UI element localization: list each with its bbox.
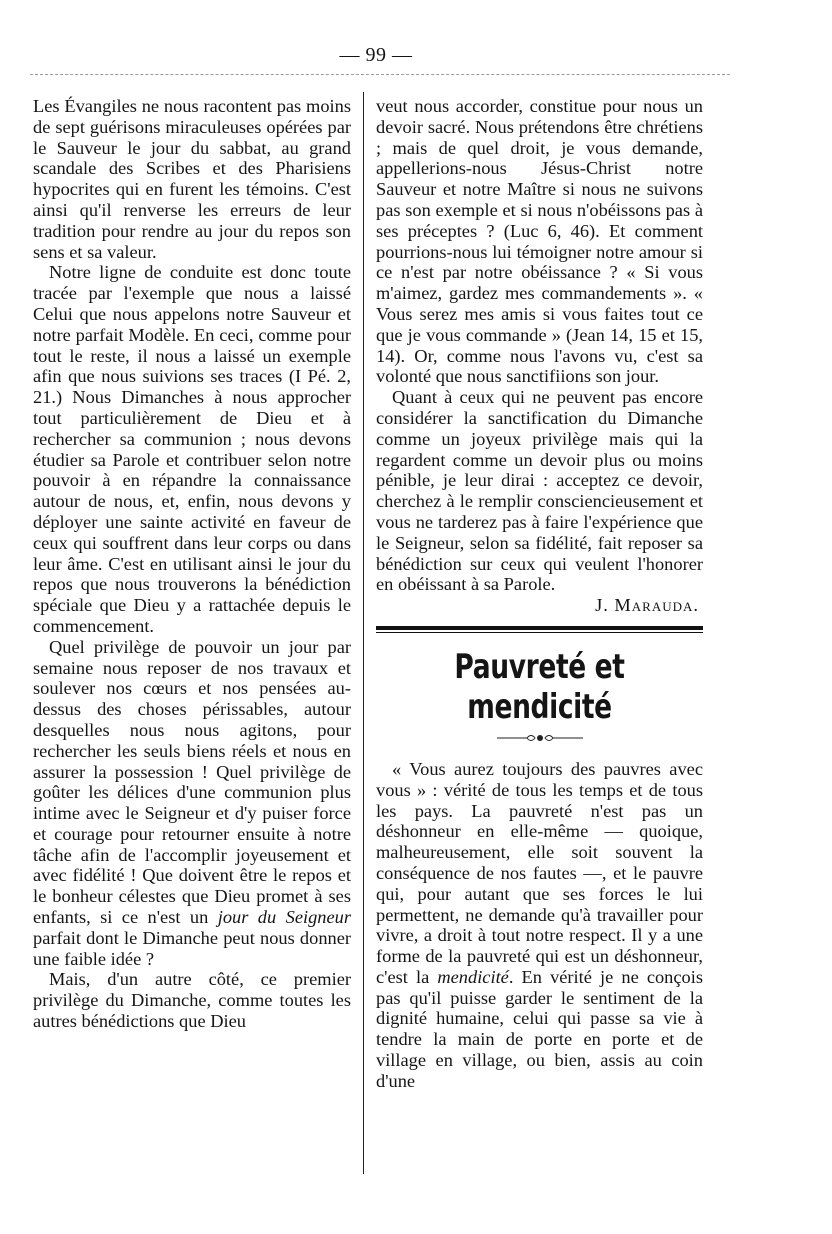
section-rule (376, 626, 703, 633)
right-column (376, 96, 703, 1092)
jour-du-seigneur-italic: jour du Seigneur (217, 907, 351, 928)
paragraph-right-2: Quant à ceux qui ne peuvent pas encore considérer la sanctification du Dimanche comme un joyeux privilège mais qui la regardent comme un devoir plus ou moins pénible, je leur dirai : acceptez ce devoir, cherchez à le remplir consciencieusement et vous ne tarderez pas à faire l'expérience que le Seigneur, selon sa fidélité, fait reposer sa bénédiction sur ceux qui veulent l'honorer en obéissant à sa Parole. (376, 387, 703, 595)
paragraph-left-2: Notre ligne de conduite est donc toute tracée par l'exemple que nous a laissé Celui que nous appelons notre Sauveur et notre parfait Modèle. En ceci, comme pour tout le reste, il nous a laissé un exemple afin que nous suivions ses traces (I Pé. 2, 21.) Nous Dimanches à nous approcher tout particulièrement de Dieu et à rechercher sa communion ; nous devons étudier sa Parole et contribuer selon notre pouvoir à en répandre la connaissance autour de nous, et, enfin, nous devons y déployer une sainte activité en faveur de ceux qui souffrent dans leur corps ou dans leur âme. C'est en utilisant ainsi le jour du repos que nous trouverons la bénédiction spéciale que Dieu y a rattachée depuis le commencement. (33, 262, 351, 636)
article-p1-head: « Vous aurez toujours des pauvres avec vous » : vérité de tous les temps et de tous les pays. La pauvreté n'est pas un déshonneur en elle-même — quoique, malheureusement, elle soit souvent la conséquence de nos fautes —, et le pauvre qui, pour autant que ses forces le lui permettent, ne demande qu'à travailler pour vivre, a droit à tout notre respect. Il y a une forme de la pauvreté qui est un déshonneur, c'est la (376, 758, 703, 987)
paragraph-left-1: Les Évangiles ne nous racontent pas moins de sept guérisons miraculeuses opérées par le Sauveur le jour du sabbat, au grand scandale des Scribes et des Pharisiens hypocrites qui en furent les témoins. C'est ainsi qu'il renverse les erreurs de leur tradition pour rendre au jour du repos son sens et sa valeur. (33, 96, 351, 262)
ornament-divider (495, 731, 585, 745)
article-paragraph-1 (376, 759, 703, 1092)
header-rule (30, 74, 730, 75)
paragraph-left-3-head: Quel privilège de pouvoir un jour par semaine nous reposer de nos travaux et soulever nos cœurs et nos pensées au-dessus des choses périssables, autour desquelles nous nous agitons, pour rechercher les seuls biens réels et nous en assurer la possession ! Quel privilège de goûter les délices d'une communion plus intime avec le Seigneur et d'y puiser force et courage pour retourner ensuite à notre tâche afin de l'accomplir joyeusement et avec fidélité ! Que doivent être le repos et le bonheur célestes que Dieu promet à ses enfants, si ce n'est un (33, 636, 351, 928)
column-divider (363, 92, 364, 1174)
article-title: Pauvreté et mendicité (454, 646, 625, 727)
paragraph-right-1: veut nous accorder, constitue pour nous un devoir sacré. Nous prétendons être chrétiens ; mais de quel droit, je vous demande, appellerions-nous Jésus-Christ notre Sauveur et notre Maître si nous ne suivons pas son exemple et si nous n'obéissons pas à ses préceptes ? (Luc 6, 46). Et comment pourrions-nous lui témoigner notre amour si ce n'est par notre obéissance ? « Si vous m'aimez, gardez mes commandements ». « Vous serez mes amis si vous faites tout ce que je vous commande » (Jean 14, 15 et 15, 14). Or, comme nous l'avons vu, c'est sa volonté que nous sanctifiions son jour. (376, 96, 703, 387)
paragraph-left-3-tail: parfait dont le Dimanche peut nous donner une faible idée ? (33, 927, 351, 969)
paragraph-left-4: Mais, d'un autre côté, ce premier privilège du Dimanche, comme toutes les autres bénédictions que Dieu (33, 969, 351, 1032)
article-p1-tail: . En vérité je ne conçois pas qu'il puisse garder le sentiment de la dignité humaine, celui qui passe sa vie à tendre la main de porte en porte et de village en village, ou bien, assis au coin d'une (376, 966, 704, 1091)
mendicite-italic: mendicité (437, 966, 509, 987)
left-column (33, 96, 351, 1032)
author-signature: J. Marauda. (595, 595, 699, 616)
paragraph-left-3 (33, 637, 351, 970)
page-number: — 99 — (339, 44, 413, 66)
